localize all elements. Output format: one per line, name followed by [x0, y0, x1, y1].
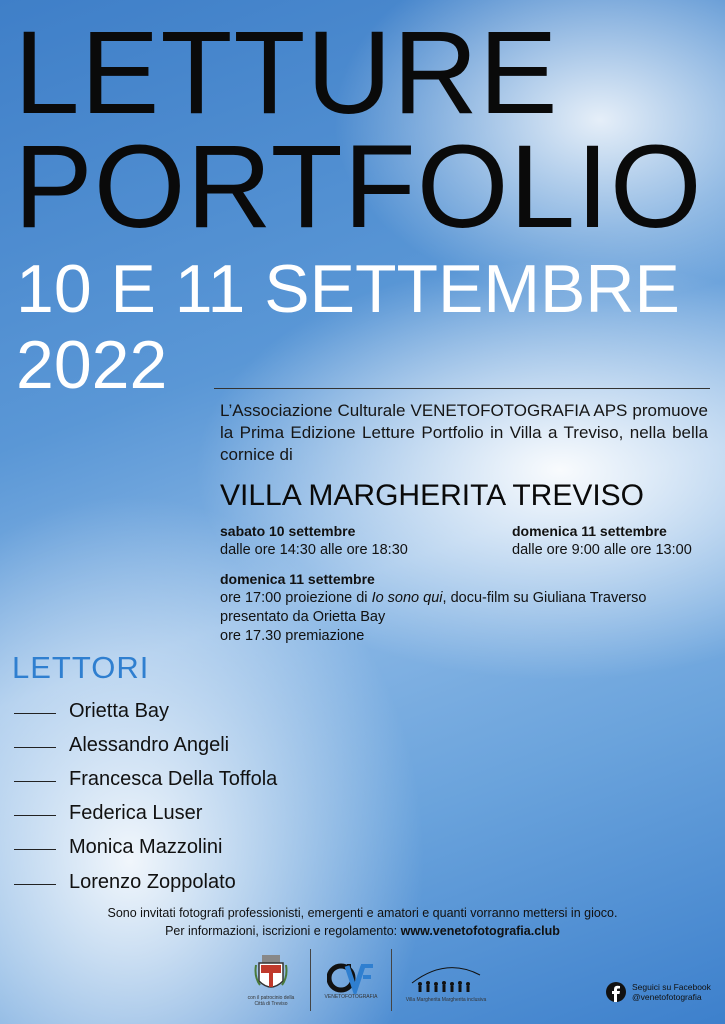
schedule-sunday-morning: [512, 522, 692, 560]
schedule-day: sabato 10 settembre: [220, 523, 356, 539]
schedule-presenter: presentato da Orietta Bay: [220, 609, 386, 625]
invite-text: [0, 904, 725, 940]
comune-treviso-logo: [244, 953, 298, 1007]
reader-name: Lorenzo Zoppolato: [69, 870, 236, 893]
facebook-line-1: Seguici su Facebook: [632, 982, 711, 992]
reader-name: Federica Luser: [69, 802, 203, 825]
film-title: Io sono qui: [371, 590, 443, 606]
readers-list: [14, 694, 277, 899]
vf-logo-icon: [327, 960, 375, 994]
schedule-award: ore 17.30 premiazione: [220, 628, 365, 644]
lettori-heading: LETTORI: [12, 650, 150, 685]
facebook-handle[interactable]: @venetofotografia: [632, 992, 702, 1002]
divider: [214, 388, 710, 389]
reader-name: Francesca Della Toffola: [69, 767, 278, 790]
city-crest-icon: [254, 953, 288, 995]
dash: [14, 713, 56, 714]
info-line: [0, 922, 725, 940]
intro-text: L’Associazione Culturale VENETOFOTOGRAFIA APS promuove la Prima Edizione Letture Portfolio in Villa a Treviso, nella bella cornice di: [220, 401, 708, 464]
facebook-text: [632, 982, 711, 1002]
screening-post: , docu-film su Giuliana Traverso: [442, 590, 647, 606]
list-item: [14, 762, 277, 796]
schedule-saturday: [220, 522, 408, 560]
schedule-time: dalle ore 14:30 alle ore 18:30: [220, 542, 408, 558]
reader-name: Monica Mazzolini: [69, 836, 223, 859]
venetofotografia-logo: [323, 960, 379, 1000]
dash: [14, 781, 56, 782]
facebook-block[interactable]: [606, 982, 711, 1002]
title-line-2: PORTFOLIO: [14, 121, 703, 253]
villa-caption: Villa Margherita Margherita inclusiva: [405, 997, 487, 1003]
website-link[interactable]: www.venetofotografia.club: [400, 924, 560, 938]
list-item: [14, 797, 277, 831]
date-line-1: 10 E 11 SETTEMBRE: [16, 251, 680, 327]
date-line-2: 2022: [16, 327, 168, 403]
schedule-screening: [220, 589, 700, 608]
separator: [310, 949, 311, 1011]
schedule-day: domenica 11 settembre: [512, 523, 667, 539]
list-item: [14, 694, 277, 728]
dash: [14, 747, 56, 748]
reader-name: Orietta Bay: [69, 699, 170, 722]
title-line-1: LETTURE: [14, 7, 559, 139]
dash: [14, 815, 56, 816]
villa-margherita-logo: [404, 957, 488, 1003]
separator: [391, 949, 392, 1011]
screening-pre: ore 17:00 proiezione di: [220, 590, 372, 606]
invite-line: Sono invitati fotografi professionisti, emergenti e amatori e quanti vorranno mettersi in gioco.: [107, 906, 618, 920]
comune-caption: con il patrocinio della Città di Treviso: [247, 995, 295, 1007]
logos-row: [244, 948, 488, 1012]
list-item: [14, 831, 277, 865]
list-item: [14, 865, 277, 899]
list-item: [14, 728, 277, 762]
people-group-icon: [406, 957, 486, 997]
schedule-time: dalle ore 9:00 alle ore 13:00: [512, 542, 692, 558]
schedule-sunday-evening: [220, 570, 700, 646]
vf-caption: VENETOFOTOGRAFIA: [324, 994, 378, 1000]
venue-name: VILLA MARGHERITA TREVISO: [220, 479, 645, 512]
dash: [14, 849, 56, 850]
facebook-icon[interactable]: [606, 982, 626, 1002]
schedule-day: domenica 11 settembre: [220, 571, 375, 587]
info-pre: Per informazioni, iscrizioni e regolamento:: [165, 924, 401, 938]
dash: [14, 884, 56, 885]
reader-name: Alessandro Angeli: [69, 733, 230, 756]
